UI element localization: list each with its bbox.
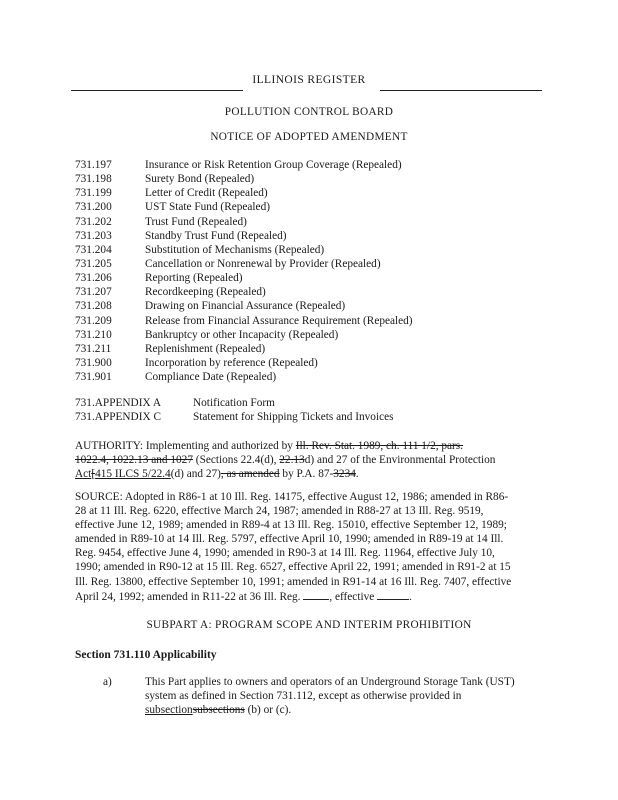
subsection-text-tail: (b) or (c).	[244, 704, 292, 717]
source-line: Reg. 9454, effective June 4, 1990; amended in R90-3 at 14 Ill. Reg. 11964, effective July 10,	[75, 547, 495, 560]
authority-line	[75, 453, 543, 467]
authority-struck-text: 1022.4, 1022.13 and 1027	[75, 454, 193, 467]
authority-text: (d) and 27)	[170, 468, 221, 481]
authority-struck-text: 22.13	[279, 454, 305, 467]
toc-section-number: 731.900	[75, 356, 112, 369]
authority-text: AUTHORITY: Implementing and authorized by	[75, 440, 296, 452]
toc-section-title: Compliance Date (Repealed)	[145, 371, 277, 384]
toc-row	[75, 285, 413, 299]
toc-section-number: 731.199	[75, 187, 112, 200]
source-line: Ill. Reg. 13800, effective September 10, 1991; amended in R91-14 at 16 Ill. Reg. 7407, effective	[75, 575, 512, 588]
toc-section-title: Substitution of Mechanisms (Repealed)	[145, 243, 325, 256]
source-line: 28 at 11 Ill. Reg. 6220, effective March 24, 1987; amended in R88-27 at 13 Ill. Reg. 9519,	[75, 505, 484, 518]
toc-section-number: 731.209	[75, 314, 112, 327]
blank-register-page	[303, 589, 329, 600]
toc-section-number: 731.204	[75, 243, 112, 256]
notice-title: NOTICE OF ADOPTED AMENDMENT	[210, 131, 408, 143]
toc-row	[75, 200, 413, 214]
subsection-label: a)	[103, 676, 112, 688]
authority-line	[75, 467, 543, 481]
toc-section-title: Drawing on Financial Assurance (Repealed)	[145, 300, 346, 313]
toc-section-title: Incorporation by reference (Repealed)	[145, 356, 318, 369]
toc-section-number: 731.200	[75, 201, 112, 214]
subsection-inserted-text: subsection	[145, 704, 193, 717]
toc-section-title: Recordkeeping (Repealed)	[145, 286, 266, 299]
toc-section-title: Standby Trust Fund (Repealed)	[145, 229, 287, 242]
source-line: amended in R89-10 at 14 Ill. Reg. 5797, effective April 10, 1990; amended in R89-19 at 14 Ill.	[75, 533, 504, 546]
toc-section-number: 731.197	[75, 159, 112, 171]
toc-row	[75, 328, 413, 342]
authority-inserted-text: 415 ILCS 5/22.4	[95, 468, 171, 481]
toc-section-number: 731.198	[75, 173, 112, 186]
toc-row	[75, 299, 413, 313]
appendix-title: Statement for Shipping Tickets and Invoices	[193, 411, 394, 424]
subsection-line	[145, 703, 545, 717]
toc-section-number: 731.211	[75, 342, 112, 355]
toc-row	[75, 229, 413, 243]
appendix-row	[75, 396, 394, 410]
toc-row	[75, 186, 413, 200]
authority-struck-text: 3234	[333, 468, 356, 481]
header-rule-left	[71, 90, 243, 91]
subsection-text	[145, 675, 545, 717]
toc-row	[75, 342, 413, 356]
toc-section-number: 731.207	[75, 286, 112, 299]
authority-text: d) and 27 of the Environmental Protection	[304, 454, 496, 467]
toc-section-number: 731.203	[75, 229, 112, 242]
authority-line	[75, 439, 543, 453]
authority-struck-text: Ill. Rev. Stat. 1989, ch. 111 1/2, pars.	[295, 440, 464, 452]
toc-section-number: 731.206	[75, 272, 112, 285]
authority-text: (Sections 22.4(d),	[192, 454, 280, 467]
toc-section-number: 731.208	[75, 300, 112, 313]
agency-name: POLLUTION CONTROL BOARD	[224, 106, 394, 118]
header-rule-right	[380, 90, 542, 91]
authority-paragraph	[75, 439, 543, 481]
toc-section-title: Replenishment (Repealed)	[145, 342, 266, 355]
appendix-id: 731.APPENDIX C	[75, 411, 161, 424]
authority-inserted-text: Act	[75, 468, 92, 481]
toc-section-title: Reporting (Repealed)	[145, 272, 243, 285]
toc-row	[75, 257, 413, 271]
appendix-id: 731.APPENDIX A	[75, 397, 161, 409]
source-line: 1990; amended in R90-12 at 15 Ill. Reg. 6527, effective April 22, 1991; amended in R91-2 at 15	[75, 561, 511, 574]
authority-text: .	[355, 468, 359, 481]
subsection-struck-text: subsections	[192, 704, 245, 717]
section-heading: Section 731.110 Applicability	[75, 649, 217, 661]
authority-struck-text: [	[91, 468, 96, 481]
toc-row	[75, 370, 413, 384]
toc-row	[75, 158, 413, 172]
toc-row	[75, 314, 413, 328]
toc-row	[75, 356, 413, 370]
toc-section-title: Trust Fund (Repealed)	[145, 215, 247, 228]
source-line: SOURCE: Adopted in R86-1 at 10 Ill. Reg. 14175, effective August 12, 1986; amended in R86-	[75, 491, 509, 503]
toc-section-title: Cancellation or Nonrenewal by Provider (Repealed)	[145, 257, 381, 270]
toc-section-number: 731.901	[75, 371, 112, 384]
source-line	[75, 589, 543, 604]
source-text: April 24, 1992; amended in R11-22 at 36 Ill. Reg.	[75, 590, 304, 603]
toc-row	[75, 215, 413, 229]
toc-section-title: Release from Financial Assurance Requirement (Repealed)	[145, 314, 413, 327]
source-text: .	[409, 590, 412, 603]
subsection-line: This Part applies to owners and operators of an Underground Storage Tank (UST)	[145, 676, 515, 688]
authority-struck-text: , as amended	[220, 468, 280, 481]
subsection-line: system as defined in Section 731.112, except as otherwise provided in	[145, 690, 462, 703]
toc-section-title: Insurance or Risk Retention Group Coverage (Repealed)	[145, 159, 402, 171]
toc-row	[75, 172, 413, 186]
subpart-heading: SUBPART A: PROGRAM SCOPE AND INTERIM PROHIBITION	[146, 619, 472, 631]
appendix-list	[75, 396, 394, 425]
toc-section-number: 731.210	[75, 328, 112, 341]
register-title: ILLINOIS REGISTER	[252, 74, 366, 86]
toc-section-title: Letter of Credit (Repealed)	[145, 187, 268, 200]
toc-section-number: 731.205	[75, 257, 112, 270]
toc-section-title: Surety Bond (Repealed)	[145, 173, 255, 186]
appendix-title: Notification Form	[193, 397, 275, 409]
source-paragraph	[75, 490, 543, 604]
toc-section-title: UST State Fund (Repealed)	[145, 201, 270, 214]
authority-text: by P.A. 87-	[279, 468, 334, 481]
toc-section-title: Bankruptcy or other Incapacity (Repealed)	[145, 328, 339, 341]
toc-section-number: 731.202	[75, 215, 112, 228]
source-text: , effective	[329, 590, 378, 603]
toc-row	[75, 271, 413, 285]
source-line: effective June 12, 1989; amended in R89-4 at 13 Ill. Reg. 15010, effective September 12, 1989;	[75, 519, 507, 532]
toc-row	[75, 243, 413, 257]
table-of-contents	[75, 158, 413, 384]
blank-effective-date	[377, 589, 409, 600]
appendix-row	[75, 410, 394, 424]
